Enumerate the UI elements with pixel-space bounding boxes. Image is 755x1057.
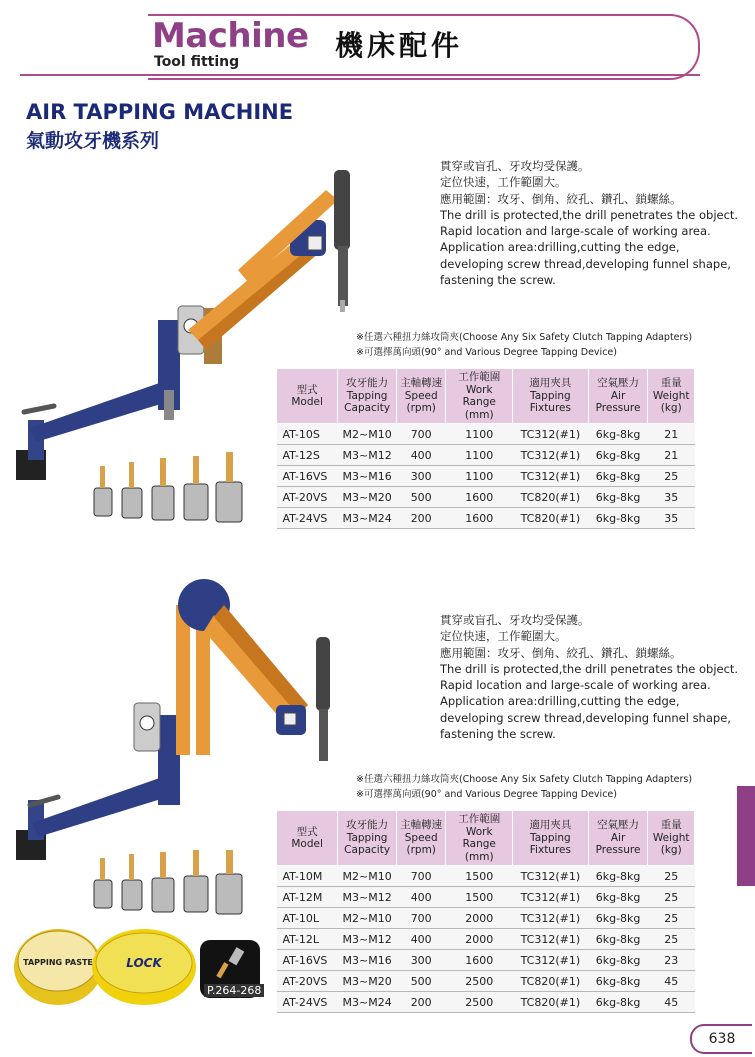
table-cell: 400 bbox=[396, 887, 445, 908]
table-cell: 45 bbox=[648, 971, 695, 992]
table-row bbox=[277, 866, 695, 887]
spec-table-1-body bbox=[277, 424, 695, 529]
table-row bbox=[277, 487, 695, 508]
header-en: Weight (kg) bbox=[652, 389, 690, 415]
table-cell: 6kg-8kg bbox=[588, 950, 648, 971]
table-cell: M2~M10 bbox=[338, 866, 397, 887]
header-en: Speed (rpm) bbox=[404, 389, 438, 415]
description-line: developing screw thread,developing funnel shape, bbox=[440, 710, 731, 725]
header-zh: 攻牙能力 bbox=[346, 377, 389, 390]
side-tab bbox=[737, 786, 755, 886]
header-zh: 重量 bbox=[660, 819, 682, 832]
table-cell: 2000 bbox=[446, 908, 513, 929]
description-line: 定位快速，工作範圍大。 bbox=[440, 629, 567, 644]
table-cell: 2500 bbox=[446, 992, 513, 1013]
header-zh: 適用夾具 bbox=[529, 377, 572, 390]
table-cell: 1500 bbox=[446, 887, 513, 908]
table-cell: TC312(#1) bbox=[513, 866, 589, 887]
table-cell: 25 bbox=[648, 466, 695, 487]
description-line: Application area:drilling,cutting the edge, bbox=[440, 694, 680, 709]
description-line: 貫穿或盲孔、牙攻均受保護。 bbox=[440, 613, 590, 627]
description-line: The drill is protected,the drill penetrates the object. bbox=[440, 207, 739, 222]
table-cell: 1600 bbox=[446, 508, 513, 529]
header-title: Machine bbox=[152, 16, 309, 56]
table-cell: 6kg-8kg bbox=[588, 929, 648, 950]
product-1-description bbox=[440, 158, 738, 288]
table-row bbox=[277, 466, 695, 487]
table-cell: 2500 bbox=[446, 971, 513, 992]
tapping-paste-tins-image bbox=[12, 925, 198, 1007]
table-row bbox=[277, 908, 695, 929]
table-cell: 1100 bbox=[446, 445, 513, 466]
table-cell: 200 bbox=[396, 508, 445, 529]
spec-table-2 bbox=[276, 810, 695, 1013]
description-line: developing screw thread,developing funnel shape, bbox=[440, 256, 731, 271]
table-cell: TC312(#1) bbox=[513, 929, 589, 950]
table-cell: 1100 bbox=[446, 466, 513, 487]
header-title-zh: 機床配件 bbox=[335, 29, 464, 62]
description-line: fastening the screw. bbox=[440, 273, 556, 288]
table-cell: M3~M20 bbox=[338, 487, 397, 508]
table-cell: 2000 bbox=[446, 929, 513, 950]
description-line: 定位快速，工作範圍大。 bbox=[440, 175, 567, 190]
description-line: fastening the screw. bbox=[440, 727, 556, 742]
table-cell: M3~M16 bbox=[338, 466, 397, 487]
header-underline bbox=[20, 74, 700, 76]
table-cell: 6kg-8kg bbox=[588, 887, 648, 908]
note-line: ※可選擇萬向頭(90° and Various Degree Tapping Device) bbox=[356, 789, 617, 800]
header-subtitle: Tool fitting bbox=[154, 54, 240, 70]
header-en: Work Range (mm) bbox=[462, 383, 496, 421]
table-cell: AT-10M bbox=[277, 866, 338, 887]
table-cell: 23 bbox=[648, 950, 695, 971]
table-cell: M3~M12 bbox=[338, 445, 397, 466]
header-en: Air Pressure bbox=[595, 831, 641, 857]
header-en: Tapping Capacity bbox=[344, 389, 391, 415]
product-2-notes bbox=[356, 772, 692, 802]
description-line: 應用範圍：攻牙、倒角、絞孔、鑽孔、鎖螺絲。 bbox=[440, 645, 682, 660]
header-en: Tapping Fixtures bbox=[529, 831, 571, 857]
table-row bbox=[277, 992, 695, 1013]
table-cell: AT-16VS bbox=[277, 466, 338, 487]
table-cell: 700 bbox=[396, 908, 445, 929]
table-cell: 700 bbox=[396, 866, 445, 887]
note-line: ※任選六種扭力絲攻筒夾(Choose Any Six Safety Clutch Tapping Adapters) bbox=[356, 774, 693, 785]
header-zh: 工作範圍 bbox=[458, 813, 501, 825]
table-cell: 6kg-8kg bbox=[588, 466, 648, 487]
tap-adapters-image-1 bbox=[88, 452, 248, 532]
table-cell: 1600 bbox=[446, 487, 513, 508]
table-cell: 35 bbox=[648, 508, 695, 529]
table-cell: 21 bbox=[648, 424, 695, 445]
table-header-row bbox=[277, 369, 695, 424]
header-zh: 型式 bbox=[296, 383, 318, 396]
table-cell: TC312(#1) bbox=[513, 466, 589, 487]
table-cell: M2~M10 bbox=[338, 424, 397, 445]
description-line: The drill is protected,the drill penetrates the object. bbox=[440, 661, 739, 676]
note-line: ※可選擇萬向頭(90° and Various Degree Tapping Device) bbox=[356, 347, 617, 358]
table-cell: 21 bbox=[648, 445, 695, 466]
table-cell: M2~M10 bbox=[338, 908, 397, 929]
table-cell: 6kg-8kg bbox=[588, 992, 648, 1013]
table-cell: M3~M20 bbox=[338, 971, 397, 992]
table-header-row bbox=[277, 811, 695, 866]
table-cell: 25 bbox=[648, 929, 695, 950]
table-cell: 6kg-8kg bbox=[588, 424, 648, 445]
adapter-icon bbox=[214, 946, 248, 982]
table-cell: M3~M16 bbox=[338, 950, 397, 971]
table-row bbox=[277, 445, 695, 466]
description-line: Rapid location and large-scale of working area. bbox=[440, 224, 711, 239]
table-cell: 6kg-8kg bbox=[588, 908, 648, 929]
note-line: ※任選六種扭力絲攻筒夾(Choose Any Six Safety Clutch Tapping Adapters) bbox=[356, 332, 693, 343]
header-zh: 型式 bbox=[296, 825, 318, 838]
table-cell: AT-12L bbox=[277, 929, 338, 950]
table-cell: TC312(#1) bbox=[513, 424, 589, 445]
table-cell: 25 bbox=[648, 908, 695, 929]
table-cell: TC820(#1) bbox=[513, 992, 589, 1013]
product-2-description bbox=[440, 612, 738, 742]
tap-adapters-image-2 bbox=[88, 850, 248, 922]
table-cell: TC820(#1) bbox=[513, 508, 589, 529]
table-cell: TC312(#1) bbox=[513, 887, 589, 908]
header-zh: 攻牙能力 bbox=[346, 819, 389, 832]
table-cell: AT-12M bbox=[277, 887, 338, 908]
table-cell: M3~M12 bbox=[338, 887, 397, 908]
table-cell: 1100 bbox=[446, 424, 513, 445]
table-row bbox=[277, 887, 695, 908]
table-row bbox=[277, 971, 695, 992]
header-zh: 適用夾具 bbox=[529, 819, 572, 832]
header-zh: 主軸轉速 bbox=[400, 819, 443, 832]
reference-label: P.264-268 bbox=[204, 984, 264, 997]
table-cell: 6kg-8kg bbox=[588, 445, 648, 466]
table-cell: 300 bbox=[396, 950, 445, 971]
header-zh: 工作範圍 bbox=[458, 371, 501, 383]
table-cell: 400 bbox=[396, 929, 445, 950]
table-cell: 6kg-8kg bbox=[588, 487, 648, 508]
description-line: Application area:drilling,cutting the edge, bbox=[440, 240, 680, 255]
table-cell: AT-16VS bbox=[277, 950, 338, 971]
table-cell: TC312(#1) bbox=[513, 950, 589, 971]
table-row bbox=[277, 424, 695, 445]
product-1-notes bbox=[356, 330, 692, 360]
header-en: Tapping Fixtures bbox=[529, 389, 571, 415]
table-cell: AT-10S bbox=[277, 424, 338, 445]
table-cell: TC820(#1) bbox=[513, 487, 589, 508]
table-cell: 6kg-8kg bbox=[588, 971, 648, 992]
header-en: Speed (rpm) bbox=[404, 831, 438, 857]
section-title: AIR TAPPING MACHINE bbox=[26, 100, 294, 124]
table-cell: 25 bbox=[648, 866, 695, 887]
table-cell: M3~M12 bbox=[338, 929, 397, 950]
table-cell: TC312(#1) bbox=[513, 445, 589, 466]
header-en: Air Pressure bbox=[595, 389, 641, 415]
table-row bbox=[277, 929, 695, 950]
page-number: 638 bbox=[690, 1024, 752, 1054]
table-cell: 6kg-8kg bbox=[588, 508, 648, 529]
table-row bbox=[277, 950, 695, 971]
paste-right-label: LOCK bbox=[126, 956, 162, 970]
table-cell: 1600 bbox=[446, 950, 513, 971]
header-en: Tapping Capacity bbox=[344, 831, 391, 857]
paste-left-label: TAPPING PASTE bbox=[23, 958, 93, 967]
table-cell: 700 bbox=[396, 424, 445, 445]
table-cell: M3~M24 bbox=[338, 992, 397, 1013]
table-cell: AT-20VS bbox=[277, 487, 338, 508]
table-cell: 500 bbox=[396, 971, 445, 992]
header-en: Model bbox=[291, 838, 323, 850]
section-title-zh: 氣動攻牙機系列 bbox=[26, 130, 160, 152]
table-cell: 1500 bbox=[446, 866, 513, 887]
description-line: 應用範圍：攻牙、倒角、絞孔、鑽孔、鎖螺絲。 bbox=[440, 191, 682, 206]
table-cell: 25 bbox=[648, 887, 695, 908]
table-cell: AT-10L bbox=[277, 908, 338, 929]
header-zh: 空氣壓力 bbox=[597, 377, 640, 390]
table-cell: 6kg-8kg bbox=[588, 866, 648, 887]
table-cell: 45 bbox=[648, 992, 695, 1013]
table-cell: AT-12S bbox=[277, 445, 338, 466]
description-line: Rapid location and large-scale of working area. bbox=[440, 678, 711, 693]
table-cell: 500 bbox=[396, 487, 445, 508]
header-zh: 重量 bbox=[660, 377, 682, 390]
table-cell: 35 bbox=[648, 487, 695, 508]
table-cell: AT-20VS bbox=[277, 971, 338, 992]
table-cell: TC820(#1) bbox=[513, 971, 589, 992]
table-cell: TC312(#1) bbox=[513, 908, 589, 929]
header-en: Work Range (mm) bbox=[462, 825, 496, 863]
table-cell: AT-24VS bbox=[277, 508, 338, 529]
table-cell: AT-24VS bbox=[277, 992, 338, 1013]
table-cell: 300 bbox=[396, 466, 445, 487]
header-en: Model bbox=[291, 396, 323, 408]
header-en: Weight (kg) bbox=[652, 831, 690, 857]
header-zh: 主軸轉速 bbox=[400, 377, 443, 390]
table-cell: 400 bbox=[396, 445, 445, 466]
table-cell: M3~M24 bbox=[338, 508, 397, 529]
header-zh: 空氣壓力 bbox=[597, 819, 640, 832]
table-row bbox=[277, 508, 695, 529]
spec-table-2-body bbox=[277, 866, 695, 1013]
table-cell: 200 bbox=[396, 992, 445, 1013]
spec-table-1 bbox=[276, 368, 695, 529]
description-line: 貫穿或盲孔、牙攻均受保護。 bbox=[440, 159, 590, 173]
